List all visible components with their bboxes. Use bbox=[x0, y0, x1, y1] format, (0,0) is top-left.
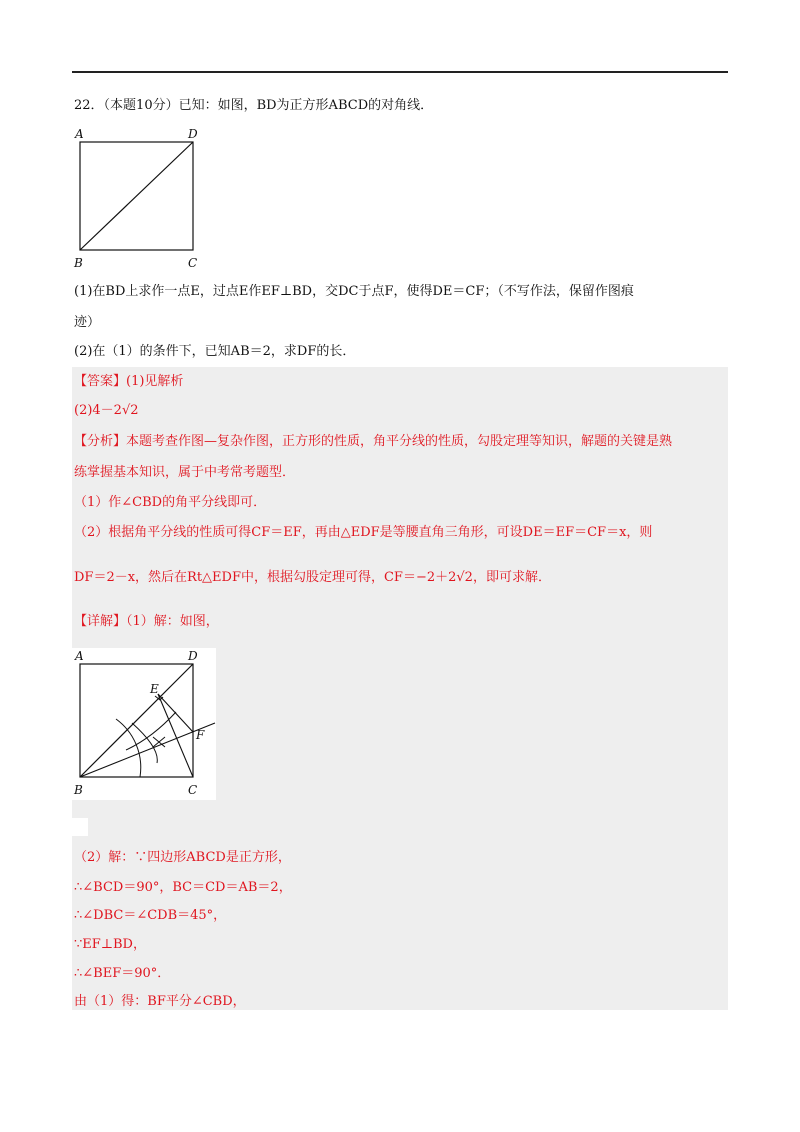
top-rule bbox=[72, 71, 728, 73]
detail-heading: 【详解】（1）解：如图， bbox=[74, 614, 219, 629]
label-e: E bbox=[150, 682, 159, 696]
label-d: D bbox=[188, 127, 198, 141]
solution-line4: ∵EF⊥BD， bbox=[74, 937, 146, 952]
label-c-2: C bbox=[188, 783, 198, 797]
label-d-2: D bbox=[188, 649, 198, 663]
diagonal-bd bbox=[80, 142, 193, 250]
solution-line5: ∴∠BEF＝90°． bbox=[74, 966, 171, 981]
segment-ec bbox=[158, 694, 193, 777]
solution-line1: （2）解：∵四边形ABCD是正方形， bbox=[74, 850, 291, 865]
label-a: A bbox=[75, 127, 84, 141]
analysis-line2: 练掌握基本知识，属于中考常考题型． bbox=[74, 465, 296, 480]
part2-line: (2)在（1）的条件下，已知AB＝2，求DF的长． bbox=[74, 344, 356, 359]
solution-line6: 由（1）得：BF平分∠CBD， bbox=[74, 994, 246, 1009]
question-header: 22．（本题10分）已知：如图，BD为正方形ABCD的对角线． bbox=[74, 98, 434, 113]
square-figure bbox=[72, 126, 212, 272]
label-f: F bbox=[196, 728, 205, 742]
construction-figure bbox=[72, 648, 216, 800]
angle-bisector bbox=[80, 723, 215, 777]
solution-line2: ∴∠BCD＝90°，BC＝CD＝AB＝2， bbox=[74, 880, 292, 895]
analysis-line1: 【分析】本题考查作图—复杂作图，正方形的性质，角平分线的性质，勾股定理等知识，解题的关键是熟 bbox=[74, 434, 673, 449]
analysis-line5: DF＝2－x，然后在Rt△EDF中，根据勾股定理可得，CF＝−2＋2√2，即可求解． bbox=[74, 570, 551, 585]
part1-line-a: (1)在BD上求作一点E，过点E作EF⊥BD，交DC于点F，使得DE＝CF；（不写作法，保留作图痕 bbox=[74, 284, 634, 299]
blank-block bbox=[72, 818, 88, 836]
answer-line1: 【答案】(1)见解析 bbox=[74, 374, 184, 389]
diagonal-bd-2 bbox=[80, 664, 193, 777]
label-a-2: A bbox=[75, 649, 84, 663]
analysis-line4: （2）根据角平分线的性质可得CF＝EF，再由△EDF是等腰直角三角形，可设DE＝EF＝CF＝x，则 bbox=[74, 525, 653, 540]
part1-line-b: 迹） bbox=[74, 315, 101, 330]
solution-line3: ∴∠DBC＝∠CDB＝45°， bbox=[74, 908, 227, 923]
label-c: C bbox=[188, 256, 198, 270]
analysis-line3: （1）作∠CBD的角平分线即可． bbox=[74, 495, 267, 510]
label-b: B bbox=[74, 256, 83, 270]
label-b-2: B bbox=[74, 783, 83, 797]
answer-line2: (2)4－2√2 bbox=[74, 403, 139, 418]
